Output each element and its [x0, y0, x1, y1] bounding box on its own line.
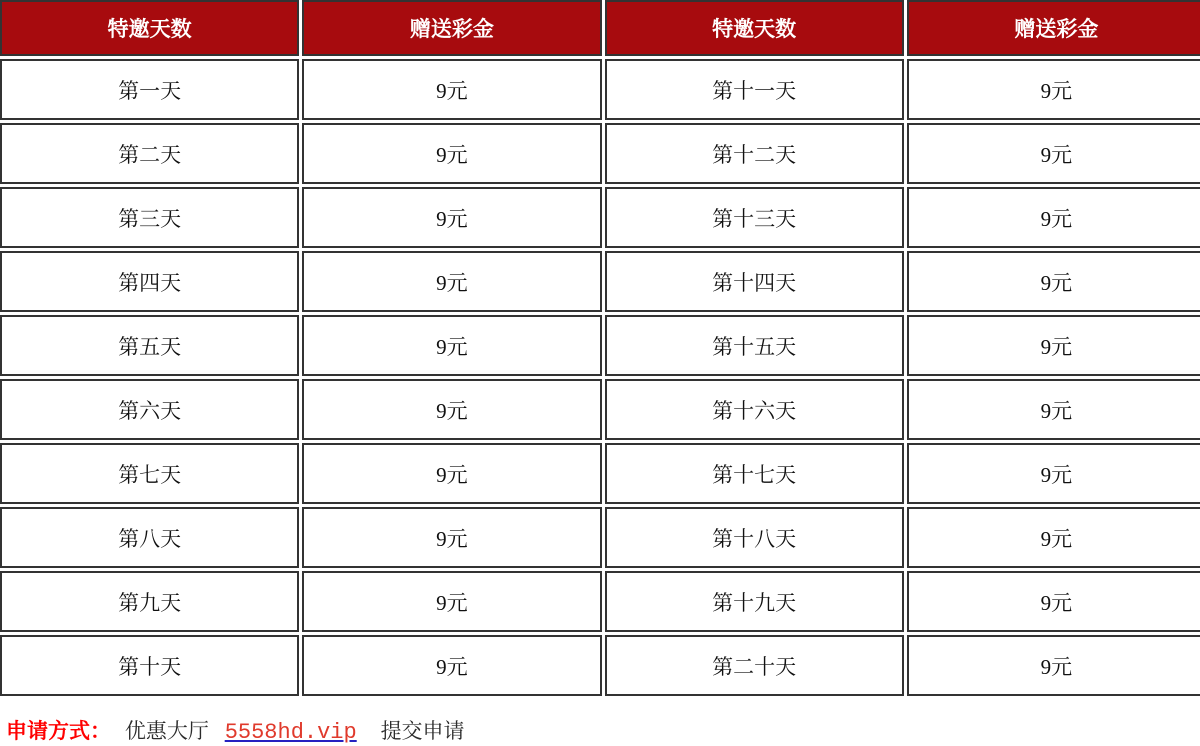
day-cell: 第十天 [0, 635, 299, 696]
bonus-cell: 9元 [907, 571, 1200, 632]
submit-application-text: 提交申请 [380, 720, 465, 743]
day-cell: 第十五天 [605, 315, 904, 376]
day-cell: 第十九天 [605, 571, 904, 632]
application-method-label: 申请方式： [6, 720, 111, 743]
table-row [0, 379, 1200, 440]
column-header-days-right: 特邀天数 [605, 0, 904, 56]
day-cell: 第九天 [0, 571, 299, 632]
table-row [0, 507, 1200, 568]
table-row [0, 443, 1200, 504]
promo-hall-text: 优惠大厅 [124, 720, 209, 743]
day-cell: 第五天 [0, 315, 299, 376]
header-row [0, 0, 1200, 56]
bonus-cell: 9元 [907, 59, 1200, 120]
day-cell: 第十四天 [605, 251, 904, 312]
bonus-cell: 9元 [302, 379, 601, 440]
day-cell: 第七天 [0, 443, 299, 504]
bonus-cell: 9元 [907, 635, 1200, 696]
column-header-days-left: 特邀天数 [0, 0, 299, 56]
bonus-cell: 9元 [302, 315, 601, 376]
bonus-cell: 9元 [302, 635, 601, 696]
table-row [0, 251, 1200, 312]
day-cell: 第十一天 [605, 59, 904, 120]
day-cell: 第八天 [0, 507, 299, 568]
bonus-cell: 9元 [907, 187, 1200, 248]
table-row [0, 315, 1200, 376]
bonus-cell: 9元 [907, 123, 1200, 184]
day-cell: 第十二天 [605, 123, 904, 184]
day-cell: 第十三天 [605, 187, 904, 248]
bonus-cell: 9元 [302, 507, 601, 568]
table-row [0, 187, 1200, 248]
bonus-cell: 9元 [907, 443, 1200, 504]
day-cell: 第十八天 [605, 507, 904, 568]
bonus-cell: 9元 [907, 507, 1200, 568]
bonus-cell: 9元 [302, 123, 601, 184]
bonus-cell: 9元 [907, 379, 1200, 440]
bonus-cell: 9元 [302, 59, 601, 120]
day-cell: 第十六天 [605, 379, 904, 440]
bonus-cell: 9元 [907, 315, 1200, 376]
day-cell: 第四天 [0, 251, 299, 312]
bonus-cell: 9元 [302, 251, 601, 312]
table-row [0, 123, 1200, 184]
bonus-cell: 9元 [302, 443, 601, 504]
day-cell: 第二天 [0, 123, 299, 184]
table-row [0, 59, 1200, 120]
bonus-cell: 9元 [907, 251, 1200, 312]
day-cell: 第二十天 [605, 635, 904, 696]
bonus-cell: 9元 [302, 571, 601, 632]
day-cell: 第十七天 [605, 443, 904, 504]
table-row [0, 635, 1200, 696]
day-cell: 第三天 [0, 187, 299, 248]
day-cell: 第六天 [0, 379, 299, 440]
bonus-cell: 9元 [302, 187, 601, 248]
promo-link[interactable]: 5558hd.vip [224, 720, 357, 745]
day-cell: 第一天 [0, 59, 299, 120]
column-header-bonus-right: 赠送彩金 [907, 0, 1200, 56]
table-row [0, 571, 1200, 632]
column-header-bonus-left: 赠送彩金 [302, 0, 601, 56]
application-method-line [6, 715, 1200, 745]
